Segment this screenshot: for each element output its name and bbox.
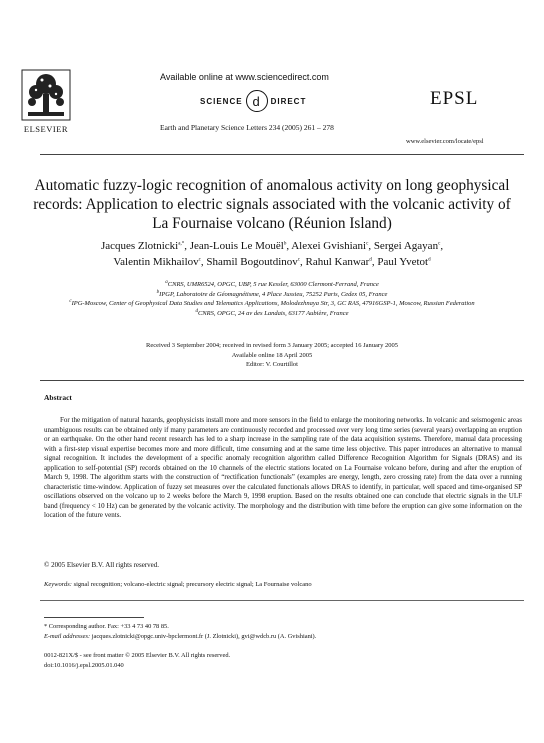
sciencedirect-left: SCIENCE: [200, 96, 243, 106]
email-addresses: E-mail addresses: jacques.zlotnicki@opgc.univ-bpclermont.fr (J. Zlotnicki), gvi@wdcb.ru (A. Gvishiani).: [44, 632, 317, 640]
keywords-divider: [40, 600, 524, 601]
affiliation: $^b$IPGP, Laboratoire de Géomagnétisme, 4 Place Jussieu, 75252 Paris, Cedex 05, France: [156, 289, 388, 298]
author: Shamil Bogoutdinov$^c$,: [206, 256, 306, 268]
publisher-name: ELSEVIER: [23, 124, 69, 134]
footnote-rule: [44, 617, 144, 618]
footnote: [44, 622, 524, 641]
keywords-text: signal recognition; volcano-electric signal; precursory electric signal; La Fournaise volcano: [73, 581, 312, 588]
abstract-divider: [40, 380, 524, 381]
abstract-heading: Abstract: [44, 393, 72, 402]
author: Alexei Gvishiani$^c$,: [291, 240, 374, 252]
abstract-copyright: © 2005 Elsevier B.V. All rights reserved.: [44, 561, 160, 569]
affiliation: $^c$IPG-Moscow, Center of Geophysical Data Studies and Telematics Applications, Molodezhnaya Str, 3, GC RAS, 47916GSP-1, Moscow, Russian Federation: [69, 298, 475, 307]
author: Valentin Mikhailov$^c$,: [113, 256, 207, 268]
author-list: [30, 238, 514, 270]
received-dates: Received 3 September 2004; received in revised form 3 January 2005; accepted 16 January 2005: [146, 342, 398, 349]
elsevier-tree-logo: [20, 68, 72, 126]
doi-line[interactable]: doi:10.1016/j.epsl.2005.01.040: [44, 661, 124, 669]
sciencedirect-at-icon: d: [246, 90, 268, 112]
available-online-date: Available online 18 April 2005: [231, 351, 313, 359]
issn-doi: [44, 651, 230, 670]
editor: Editor: V. Courtillot: [246, 361, 298, 368]
affiliations: [30, 280, 514, 318]
sciencedirect-right: DIRECT: [270, 96, 307, 106]
article-history: [30, 341, 514, 370]
author: Sergei Agayan$^c$,: [373, 240, 444, 252]
sciencedirect-logo: [200, 90, 306, 112]
header-divider: [40, 154, 524, 155]
article-title: Automatic fuzzy-logic recognition of anomalous activity on long geophysical records: Application to electric signals associated with the volcanic activity of La Fournaise volcano (Réunion Island): [33, 177, 511, 232]
available-online-banner: Available online at www.sciencedirect.com: [160, 72, 329, 82]
keywords: [44, 581, 312, 588]
journal-citation: Earth and Planetary Science Letters 234 (2005) 261 – 278: [160, 123, 334, 132]
issn-line: 0012-821X/$ - see front matter © 2005 Elsevier B.V. All rights reserved.: [44, 652, 231, 659]
journal-url[interactable]: www.elsevier.com/locate/epsl: [406, 138, 484, 145]
corresponding-author: * Corresponding author. Fax: +33 4 73 40 78 85.: [44, 623, 169, 630]
author: Paul Yvetot$^d$: [377, 256, 431, 268]
keywords-label: Keywords:: [44, 581, 72, 588]
abstract-paragraph: For the mitigation of natural hazards, geophysicists install more and more sensors in the field to enlarge the monitoring networks. In volcanic and seismogenic areas unambiguous results can be obtained only if many parameters are continuously recorded and processed over very long time series (several years) overlapping an eruption or an earthquake. On the other hand recent research has led to a sharp increase in the sampling rate of the data acquisition systems. Therefore, manual data processing with a first-step visual expertise becomes more and more difficult, time consuming and at the same time less objective. This paper introduces an alternative to manual signal recognition. It includes the development of a specific anomaly recognition algorithm called Difference Recognition Algorithm for Signals (DRAS) and its application to self-potential (SP) records obtained on the 10 channels of the electric stations located on La Fournaise volcano before, during and after the eruption of March 9, 1998. The algorithm starts with the construction of “rectification functionals” (examples are energy, length, zero crossing rate) from the data over a running characteristic time-window. Application of fuzzy set measures over the calculated functionals allows DRAS to identify, in particular, well spaced and time-organised SP oscillations observed on the volcano up to 2 weeks before the March 9, 1998 eruption. Based on the results obtained one can conclude that electric signals in the ULF band (frequency < 10 Hz) can be generated by the volcanic activity. The morphology and the distribution with time before the eruption can give some information on the location of the future vents.: [44, 416, 522, 519]
affiliation: $^d$CNRS, OPGC, 24 av des Landais, 63177 Aubière, France: [195, 308, 349, 317]
author: Rahul Kanwar$^d$,: [305, 256, 378, 268]
author: Jean-Louis Le Mouël$^b$,: [189, 240, 292, 252]
author: Jacques Zlotnicki$^{a,*}$,: [100, 240, 190, 252]
abstract-body: [44, 416, 522, 521]
journal-abbrev: EPSL: [430, 88, 479, 109]
affiliation: $^a$CNRS, UMR6524, OPGC, UBP, 5 rue Kessler, 63000 Clermont-Ferrand, France: [165, 279, 379, 288]
email-link[interactable]: jacques.zlotnicki@opgc.univ-bpclermont.fr (J. Zlotnicki), gvi@wdcb.ru (A. Gvishiani).: [91, 632, 317, 640]
